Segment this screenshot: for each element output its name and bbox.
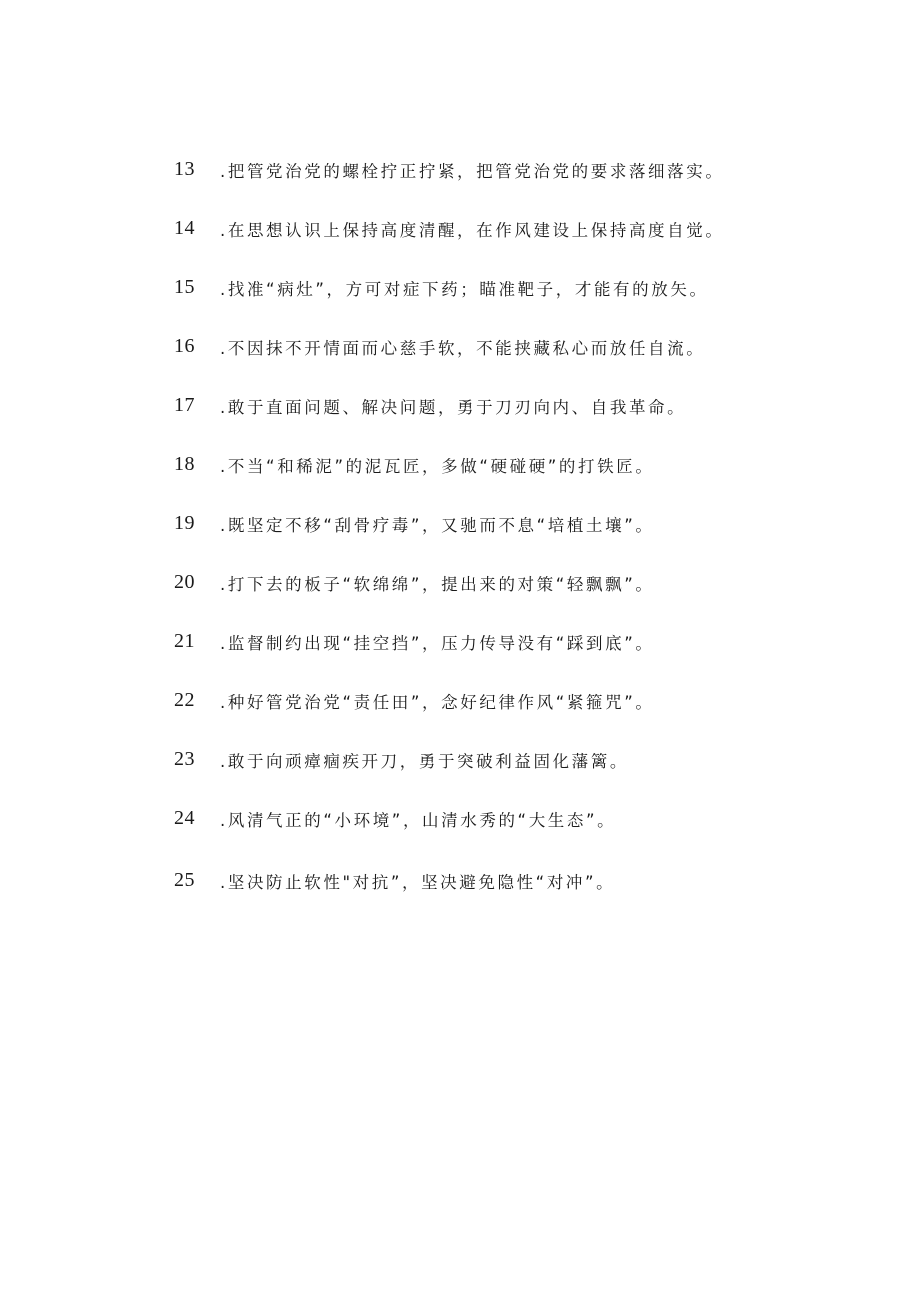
item-text: .坚决防止软性"对抗”，坚决避免隐性“对冲”。	[220, 872, 616, 892]
item-number: 25	[174, 869, 195, 891]
item-text: .把管党治党的螺栓拧正拧紧，把管党治党的要求落细落实。	[220, 161, 725, 181]
item-text: .不因抹不开情面而心慈手软，不能挟藏私心而放任自流。	[220, 338, 706, 358]
item-text: .敢于向顽瘴痼疾开刀，勇于突破利益固化藩篱。	[220, 751, 629, 771]
list-item	[174, 435, 874, 494]
item-number: 16	[174, 335, 195, 357]
item-text: .监督制约出现“挂空挡”，压力传导没有“踩到底”。	[220, 633, 655, 653]
item-number: 22	[174, 689, 195, 711]
item-number: 24	[174, 807, 195, 829]
item-number: 21	[174, 630, 195, 652]
list-item	[174, 789, 874, 848]
item-text: .敢于直面问题、解决问题，勇于刀刃向内、自我革命。	[220, 397, 687, 417]
item-text: .种好管党治党“责任田”，念好纪律作风“紧箍咒”。	[220, 692, 655, 712]
item-number: 14	[174, 217, 195, 239]
list-item	[174, 317, 874, 376]
item-number: 17	[174, 394, 195, 416]
list-item	[174, 730, 874, 789]
item-number: 20	[174, 571, 195, 593]
list-item	[174, 671, 874, 730]
item-text: .在思想认识上保持高度清醒，在作风建设上保持高度自觉。	[220, 220, 725, 240]
list-item	[174, 258, 874, 317]
list-item	[174, 851, 874, 910]
item-text: .风清气正的“小环境”，山清水秀的“大生态”。	[220, 810, 617, 830]
list-item	[174, 494, 874, 553]
item-text: .既坚定不移“刮骨疗毒”，又驰而不息“培植土壤”。	[220, 515, 655, 535]
list-item	[174, 140, 874, 199]
item-text: .找准“病灶”，方可对症下药；瞄准靶子，才能有的放矢。	[220, 279, 709, 299]
item-text: .不当“和稀泥”的泥瓦匠，多做“硬碰硬”的打铁匠。	[220, 456, 655, 476]
item-number: 18	[174, 453, 195, 475]
item-text: .打下去的板子“软绵绵”，提出来的对策“轻飘飘”。	[220, 574, 655, 594]
item-number: 19	[174, 512, 195, 534]
item-number: 15	[174, 276, 195, 298]
numbered-list	[174, 140, 874, 910]
list-item	[174, 199, 874, 258]
item-number: 13	[174, 158, 195, 180]
list-item	[174, 376, 874, 435]
item-number: 23	[174, 748, 195, 770]
list-item	[174, 553, 874, 612]
list-item	[174, 612, 874, 671]
